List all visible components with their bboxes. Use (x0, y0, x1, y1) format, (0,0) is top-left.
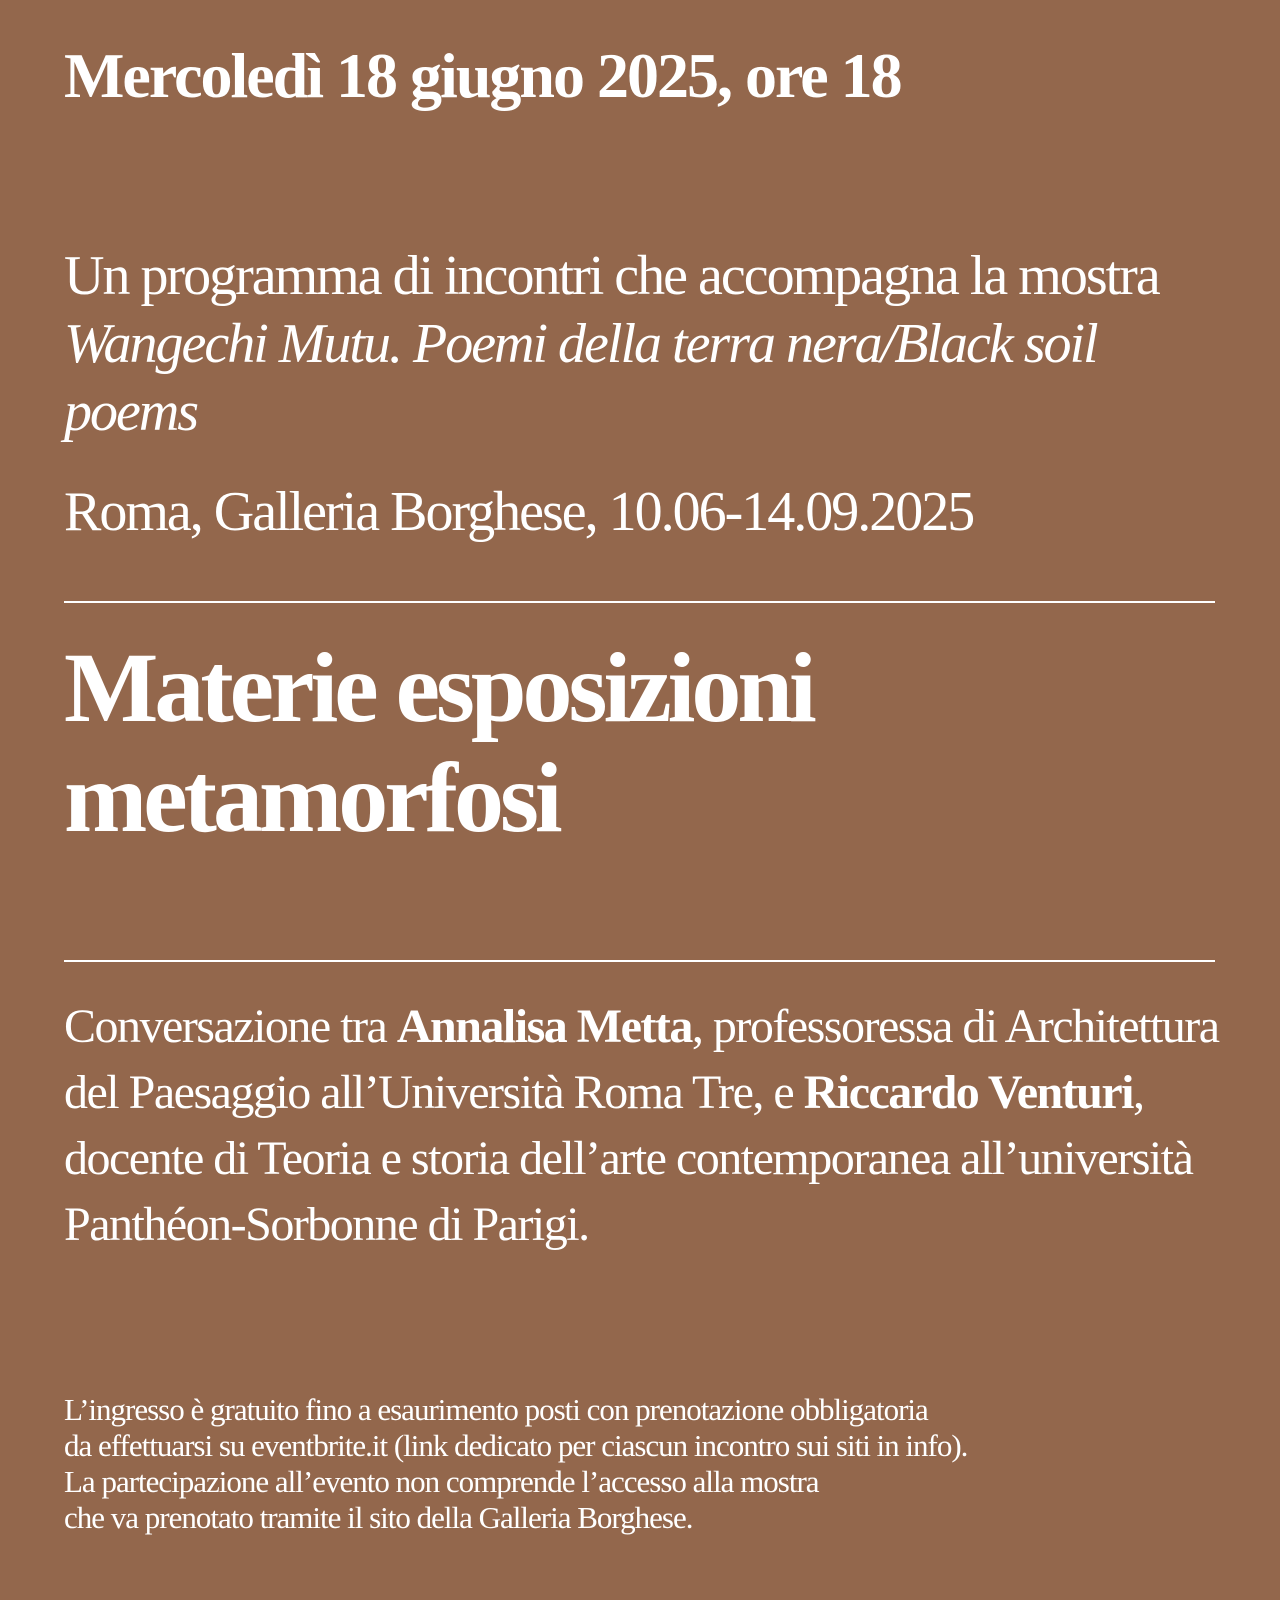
speaker-riccardo-venturi: Riccardo Venturi (803, 1066, 1134, 1119)
notice-line-4: che va prenotato tramite il sito della Galleria Borghese. (64, 1500, 693, 1535)
conversation-text-3: , docente di Teoria e storia dell’arte contemporanea all’università Panthéon-Sorbonne di Parigi. (64, 1066, 1193, 1251)
middle-divider (64, 960, 1215, 962)
exhibition-title: Wangechi Mutu. Poemi della terra nera/Black soil poems (64, 313, 1097, 443)
event-title-line-2: metamorfosi (64, 742, 559, 853)
top-divider (64, 601, 1215, 603)
notice-line-2: da effettuarsi su eventbrite.it (link dedicato per ciascun incontro sui siti in info). (64, 1428, 968, 1463)
intro-text: Un programma di incontri che accompagna la mostra (64, 245, 1159, 307)
admission-notice (64, 1392, 1224, 1536)
event-date-heading: Mercoledì 18 giugno 2025, ore 18 (64, 40, 901, 111)
conversation-text-2: , professoressa di Architettura del Paesaggio all’Università Roma Tre, e (64, 1000, 1219, 1119)
event-title-line-1: Materie esposizioni (64, 632, 813, 743)
event-title (64, 633, 1224, 853)
conversation-text-1: Conversazione tra (64, 1000, 397, 1053)
notice-line-3: La partecipazione all’evento non comprende l’accesso alla mostra (64, 1464, 819, 1499)
conversation-description (64, 994, 1224, 1258)
speaker-annalisa-metta: Annalisa Metta (396, 1000, 692, 1053)
venue-dates: Roma, Galleria Borghese, 10.06-14.09.2025 (64, 481, 974, 543)
program-intro (64, 242, 1224, 446)
notice-line-1: L’ingresso è gratuito fino a esaurimento posti con prenotazione obbligatoria (64, 1392, 928, 1427)
